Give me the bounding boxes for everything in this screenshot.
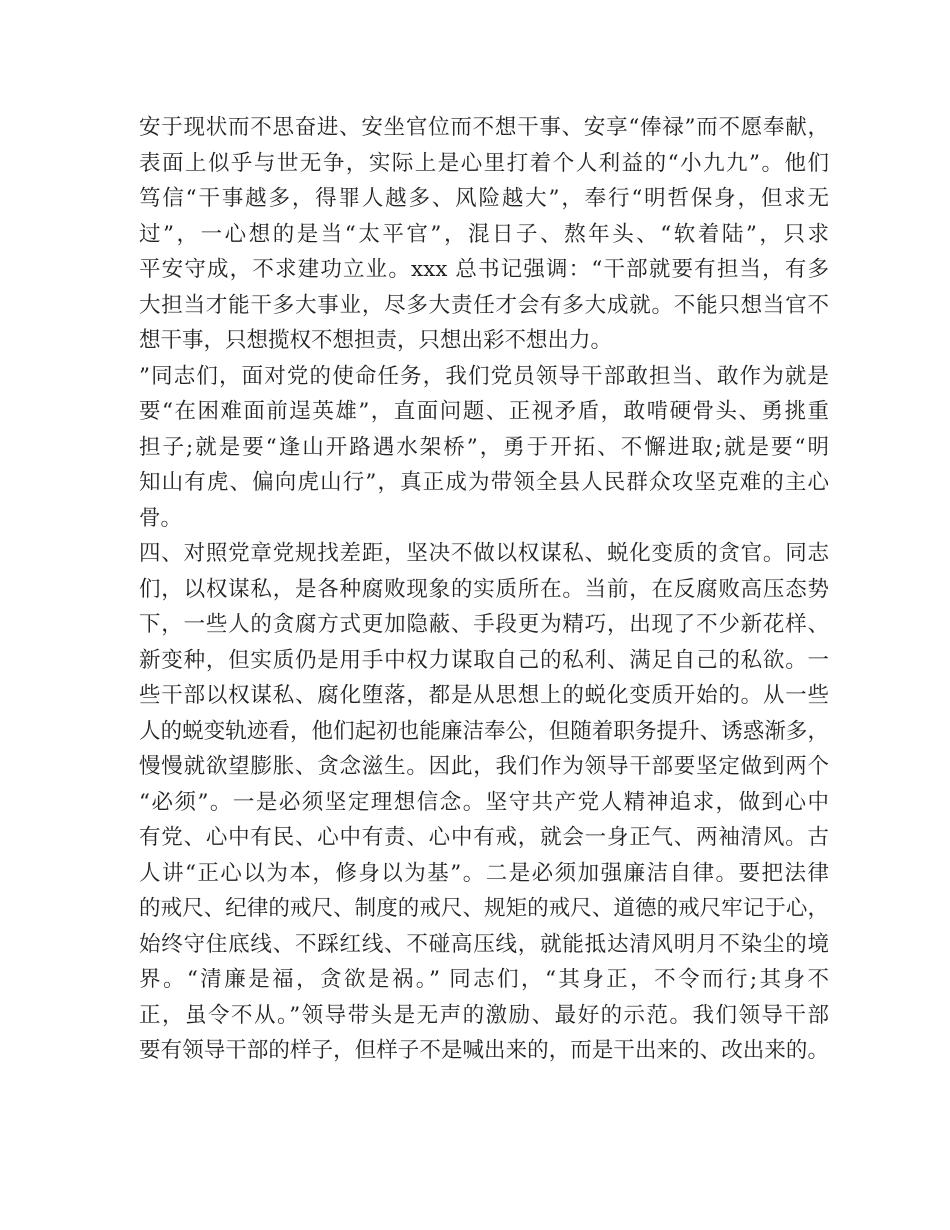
text-line-15: 下，一些人的贪腐方式更加隐蔽、手段更为精巧，出现了不少新花样、: [139, 612, 829, 637]
text-line-5: 平安守成，不求建功立业。xxx 总书记强调：“干部就要有担当，有多: [139, 257, 829, 282]
text-line-11: 知山有虎、偏向虎山行”，真正成为带领全县人民群众攻坚克难的主心: [139, 470, 829, 495]
text-line-2: 表面上似乎与世无争，实际上是心里打着个人利益的“小九九”。他们: [139, 150, 829, 176]
text-line-10: 担子;就是要“逢山开路遇水架桥”，勇于开拓、不懈进取;就是要“明: [139, 434, 829, 460]
text-line-27: 要有领导干部的样子，但样子不是喊出来的，而是干出来的、改出来的。: [139, 1038, 829, 1063]
text-line-3: 笃信“干事越多，得罪人越多、风险越大”，奉行“明哲保身，但求无: [139, 186, 829, 211]
text-line-25: 界。“清廉是福，贪欲是祸。” 同志们，“其身正，不令而行;其身不: [139, 967, 829, 992]
text-line-16: 新变种，但实质仍是用手中权力谋取自己的私利、满足自己的私欲。一: [139, 647, 829, 673]
text-line-23: 的戒尺、纪律的戒尺、制度的戒尺、规矩的戒尺、道德的戒尺牢记于心，: [139, 896, 829, 921]
text-line-20: “必须”。一是必须坚定理想信念。坚守共产党人精神追求，做到心中: [139, 789, 829, 815]
text-line-24: 始终守住底线、不踩红线、不碰高压线，就能抵达清风明月不染尘的境: [139, 931, 829, 957]
text-line-6: 大担当才能干多大事业，尽多大责任才会有多大成就。不能只想当官不: [139, 292, 829, 318]
text-line-8: ”同志们，面对党的使命任务，我们党员领导干部敢担当、敢作为就是: [139, 363, 829, 389]
text-line-12: 骨。: [139, 505, 183, 531]
text-line-22: 人讲“正心以为本，修身以为基”。二是必须加强廉洁自律。要把法律: [139, 860, 829, 886]
text-line-9: 要“在困难面前逞英雄”，直面问题、正视矛盾，敢啃硬骨头、勇挑重: [139, 399, 829, 424]
text-line-13: 四、对照党章党规找差距，坚决不做以权谋私、蜕化变质的贪官。同志: [139, 541, 829, 566]
text-line-21: 有党、心中有民、心中有责、心中有戒，就会一身正气、两袖清风。古: [139, 825, 829, 850]
text-line-14: 们，以权谋私，是各种腐败现象的实质所在。当前，在反腐败高压态势: [139, 576, 829, 602]
text-line-19: 慢慢就欲望膨胀、贪念滋生。因此，我们作为领导干部要坚定做到两个: [139, 754, 829, 779]
text-line-26: 正，虽令不从。”领导带头是无声的激励、最好的示范。我们领导干部: [139, 1002, 829, 1028]
text-line-18: 人的蜕变轨迹看，他们起初也能廉洁奉公，但随着职务提升、诱惑渐多，: [139, 718, 829, 744]
text-line-4: 过”，一心想的是当“太平官”，混日子、熬年头、“软着陆”，只求: [139, 221, 829, 247]
text-line-17: 些干部以权谋私、腐化堕落，都是从思想上的蜕化变质开始的。从一些: [139, 683, 829, 708]
text-line-7: 想干事，只想揽权不想担责，只想出彩不想出力。: [139, 328, 613, 353]
text-line-1: 安于现状而不思奋进、安坐官位而不想干事、安享“俸禄”而不愿奉献，: [139, 115, 829, 140]
body-text: [139, 110, 829, 1069]
